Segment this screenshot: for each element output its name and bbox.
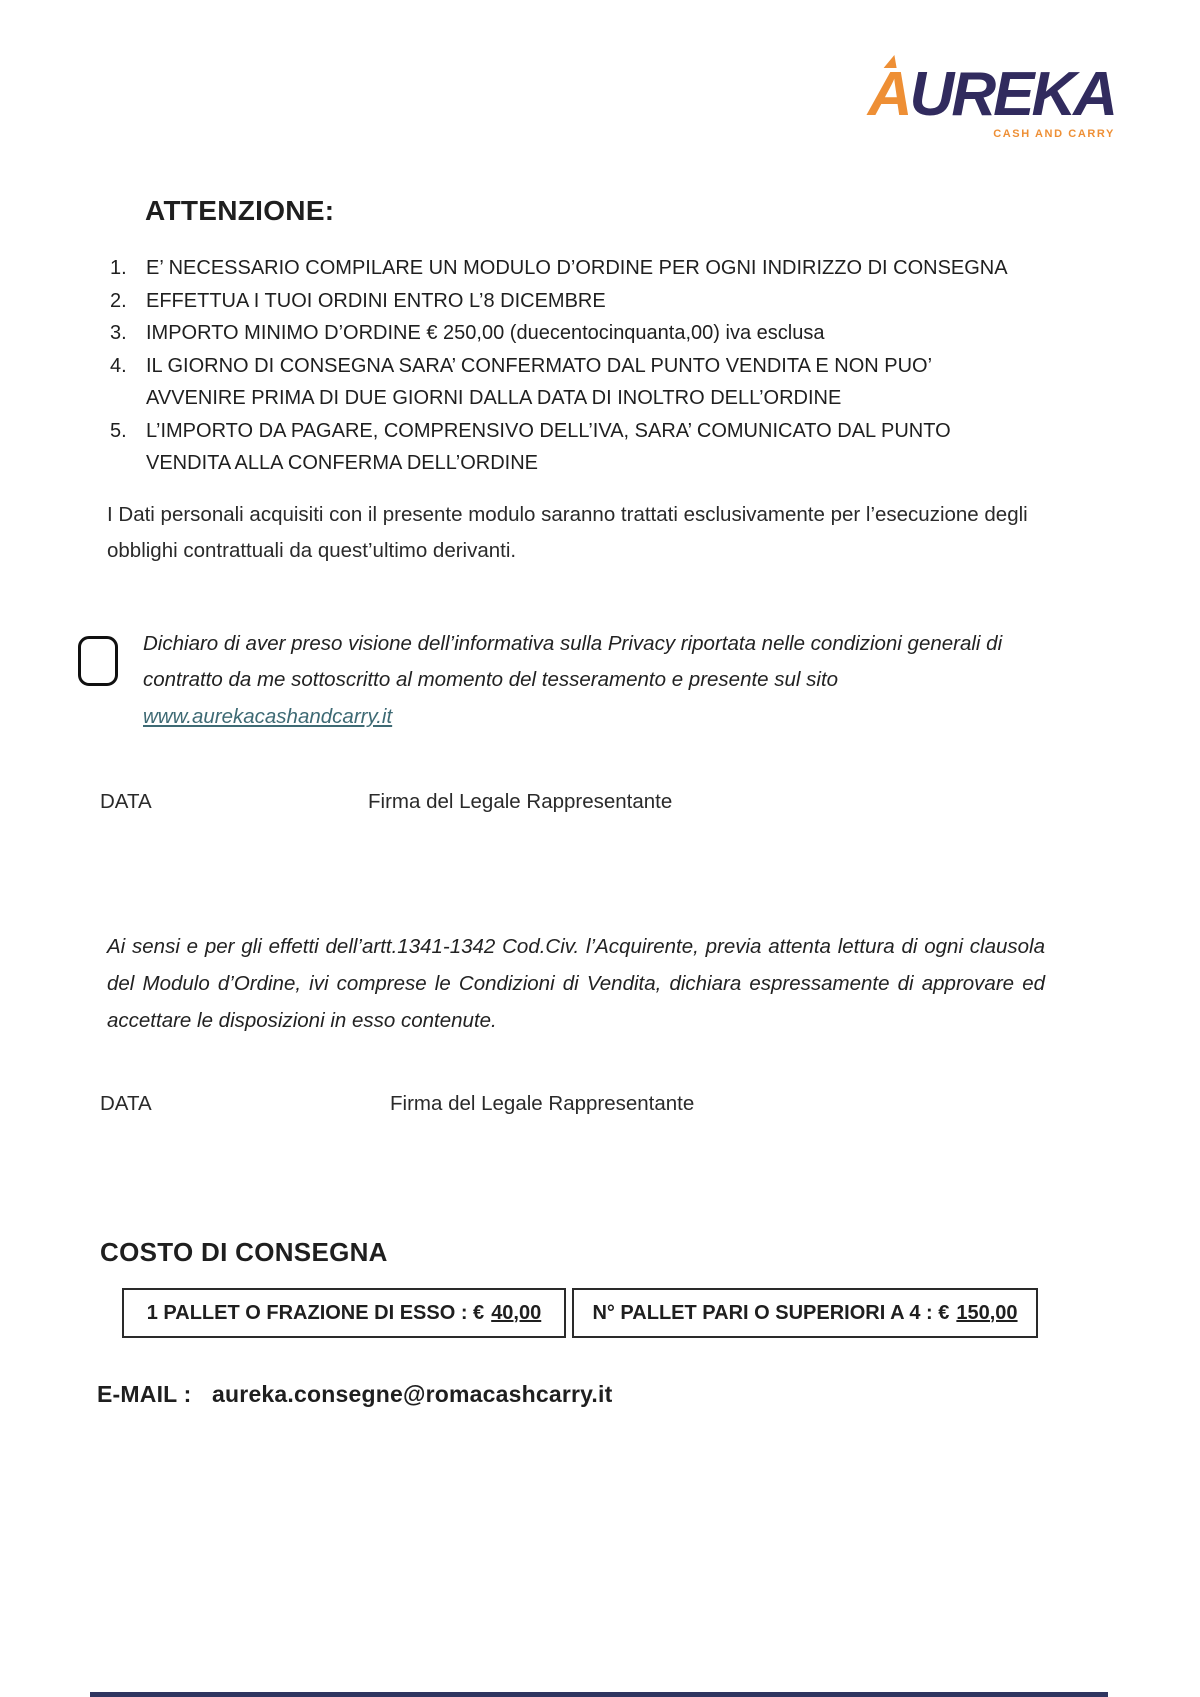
logo-letter-a: A	[867, 60, 910, 129]
cost-box-price: 40,00	[491, 1301, 542, 1324]
legal-clause-paragraph: Ai sensi e per gli effetti dell’artt.1341-1342 Cod.Civ. l’Acquirente, previa attenta lettura di ogni clausola del Modulo d’Ordine, ivi comprese le Condizioni di Vendita, dichiara espressamente di approvare ed accettare le disposizioni in esso contenute.	[107, 935, 1045, 1032]
list-item-number: 4.	[110, 354, 127, 377]
logo-letters-rest: UREKA	[909, 60, 1115, 129]
list-item-text: IMPORTO MINIMO D’ORDINE € 250,00 (duecentocinquanta,00) iva esclusa	[146, 322, 825, 344]
attention-heading: ATTENZIONE:	[145, 195, 335, 226]
date-label: DATA	[100, 1092, 152, 1115]
cost-box-single-pallet	[122, 1288, 566, 1338]
logo-accent-icon	[883, 55, 899, 68]
list-item	[110, 252, 1010, 285]
list-item-number: 1.	[110, 257, 127, 279]
cost-box-multi-pallet	[572, 1288, 1038, 1338]
delivery-cost-boxes	[122, 1288, 1038, 1338]
delivery-cost-heading: COSTO DI CONSEGNA	[100, 1237, 388, 1267]
list-item-number: 3.	[110, 322, 127, 344]
signature-label: Firma del Legale Rappresentante	[368, 790, 673, 813]
signature-label: Firma del Legale Rappresentante	[390, 1092, 695, 1115]
personal-data-note: I Dati personali acquisiti con il presente modulo saranno trattati esclusivamente per l’esecuzione degli obblighi contrattuali da quest’ultimo derivanti.	[107, 503, 1028, 562]
email-label: E-MAIL :	[97, 1381, 192, 1407]
attention-list	[110, 252, 1010, 480]
list-item-text: EFFETTUA I TUOI ORDINI ENTRO L’8 DICEMBRE	[146, 289, 606, 312]
cost-box-label: N° PALLET PARI O SUPERIORI A 4 : €	[592, 1301, 950, 1324]
list-item-text: E’ NECESSARIO COMPILARE UN MODULO D’ORDINE PER OGNI INDIRIZZO DI CONSEGNA	[146, 257, 1008, 279]
privacy-consent-checkbox[interactable]	[78, 636, 118, 686]
list-item	[110, 415, 1010, 480]
aureka-logo-wordmark	[867, 60, 1115, 129]
cost-box-price: 150,00	[956, 1301, 1018, 1324]
bottom-section-divider	[90, 1692, 1108, 1697]
privacy-website-link[interactable]: www.aurekacashandcarry.it	[143, 705, 393, 728]
list-item	[110, 317, 1010, 350]
list-item-number: 2.	[110, 289, 127, 312]
email-row	[97, 1381, 612, 1408]
logo-tagline: CASH AND CARRY	[993, 128, 1115, 140]
list-item-number: 5.	[110, 419, 127, 442]
list-item	[110, 285, 1010, 318]
signature-row-2	[100, 1092, 1000, 1116]
list-item-text: L’IMPORTO DA PAGARE, COMPRENSIVO DELL’IVA, SARA’ COMUNICATO DAL PUNTO VENDITA ALLA CONFERMA DELL’ORDINE	[146, 419, 951, 474]
privacy-declaration-text: Dichiaro di aver preso visione dell’informativa sulla Privacy riportata nelle condizioni generali di contratto da me sottoscritto al momento del tesseramento e presente sul sito	[143, 632, 1003, 691]
list-item	[110, 350, 1010, 415]
privacy-declaration	[143, 626, 1043, 735]
aureka-logo	[867, 60, 1115, 140]
date-label: DATA	[100, 790, 152, 813]
list-item-text: IL GIORNO DI CONSEGNA SARA’ CONFERMATO DAL PUNTO VENDITA E NON PUO’ AVVENIRE PRIMA DI DUE GIORNI DALLA DATA DI INOLTRO DELL’ORDINE	[146, 354, 932, 409]
cost-box-label: 1 PALLET O FRAZIONE DI ESSO : €	[146, 1301, 485, 1324]
signature-row-1	[100, 790, 1000, 814]
email-address: aureka.consegne@romacashcarry.it	[212, 1381, 613, 1407]
